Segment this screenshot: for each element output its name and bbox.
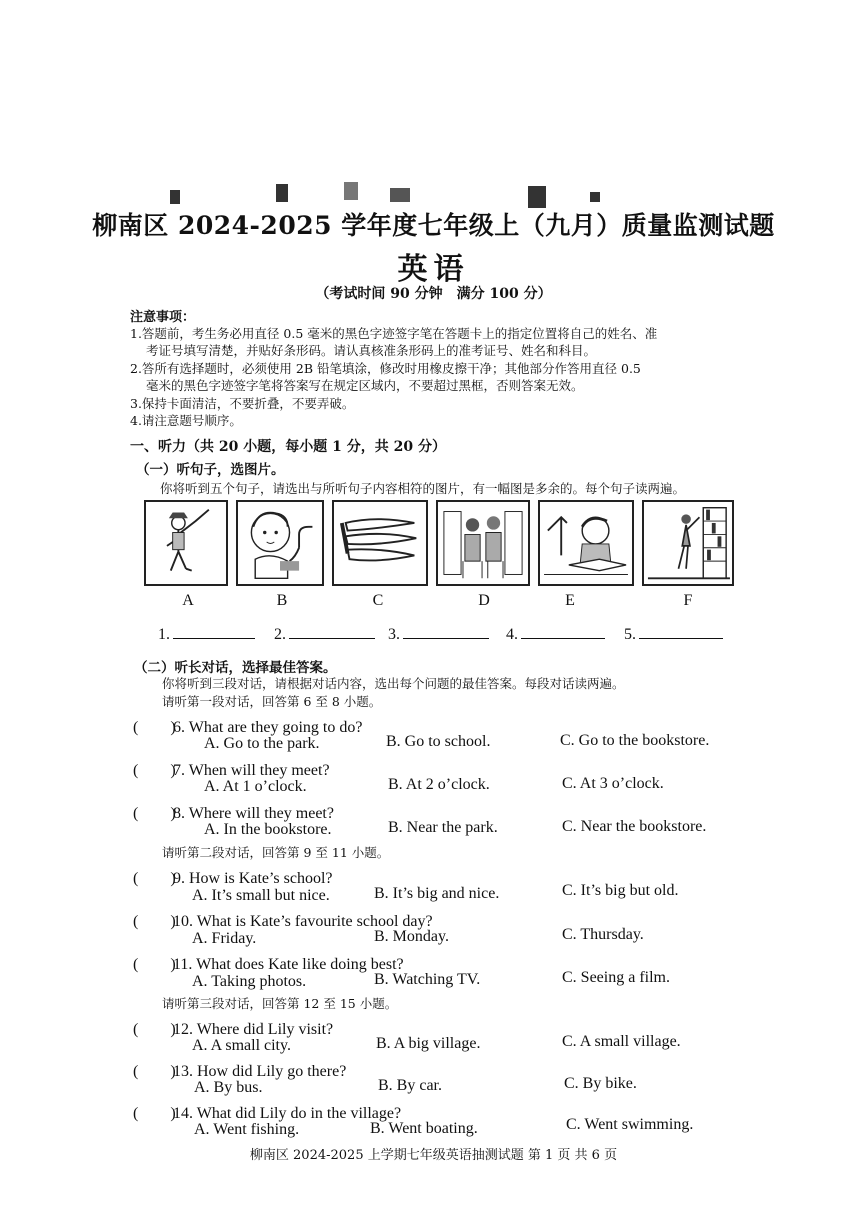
question-text: 6. What are they going to do? xyxy=(173,719,363,736)
question-6 xyxy=(133,714,362,737)
option-a: A. In the bookstore. xyxy=(204,821,332,838)
notice-item: 考证号填写清楚，并贴好条形码。请认真核准条形码上的准考证号、姓名和科目。 xyxy=(146,343,597,358)
boy-climbing-icon xyxy=(146,502,226,584)
picture-label: C xyxy=(372,592,384,609)
part2-heading: （二）听长对话，选择最佳答案。 xyxy=(134,660,337,676)
redaction-mark xyxy=(170,190,180,204)
bananas-icon xyxy=(334,502,426,584)
option-b: B. Went boating. xyxy=(370,1120,478,1137)
option-c: C. By bike. xyxy=(564,1075,637,1092)
question-9 xyxy=(133,865,333,888)
blank-line[interactable] xyxy=(173,624,255,639)
picture-label: D xyxy=(478,592,490,609)
question-7 xyxy=(133,757,330,780)
notice-item: 3.保持卡面清洁，不要折叠，不要弄破。 xyxy=(130,396,355,411)
notice-item: 2.答所有选择题时，必须使用 2B 铅笔填涂，修改时用橡皮擦干净；其他部分作答用直径 0.5 xyxy=(130,361,641,376)
picture-label: A xyxy=(182,592,194,609)
option-c: C. It’s big but old. xyxy=(562,882,679,899)
option-b: B. Go to school. xyxy=(386,733,491,750)
section-heading-listening: 一、听力（共 20 小题，每小题 1 分，共 20 分） xyxy=(130,439,446,455)
boy-washing-hands-icon xyxy=(238,502,322,584)
redaction-mark xyxy=(344,182,358,200)
picture-d xyxy=(436,500,530,586)
answer-paren[interactable]: ( ) xyxy=(133,870,176,887)
part2-instruction: 你将听到三段对话，请根据对话内容，选出每个问题的最佳答案。每段对话读两遍。 xyxy=(162,676,625,691)
notice-item: 1.答题前，考生务必用直径 0.5 毫米的黑色字迹签字笔在答题卡上的指定位置将自己的姓名、准 xyxy=(130,326,658,341)
picture-c xyxy=(332,500,428,586)
answer-paren[interactable]: ( ) xyxy=(133,719,176,736)
option-a: A. Friday. xyxy=(192,930,257,947)
answer-paren[interactable]: ( ) xyxy=(133,1021,176,1038)
picture-a xyxy=(144,500,228,586)
redaction-mark xyxy=(276,184,288,202)
picture-e xyxy=(538,500,634,586)
answer-paren[interactable]: ( ) xyxy=(133,956,176,973)
option-b: B. Watching TV. xyxy=(374,971,481,988)
option-c: C. Go to the bookstore. xyxy=(560,732,710,749)
girl-bookshelf-icon xyxy=(644,502,732,584)
dialogue-instruction-1: 请听第一段对话，回答第 6 至 8 小题。 xyxy=(162,694,382,709)
blank-number: 3. xyxy=(388,626,400,643)
answer-blank-5[interactable] xyxy=(624,624,723,644)
option-a: A. It’s small but nice. xyxy=(192,887,330,904)
option-c: C. Went swimming. xyxy=(566,1116,694,1133)
question-8 xyxy=(133,800,334,823)
option-a: A. By bus. xyxy=(194,1079,263,1096)
option-c: C. A small village. xyxy=(562,1033,681,1050)
question-text: 11. What does Kate like doing best? xyxy=(173,956,404,973)
notice-item: 毫米的黑色字迹签字笔将答案写在规定区域内，不要超过黑框，否则答案无效。 xyxy=(146,378,584,393)
option-c: C. Seeing a film. xyxy=(562,969,670,986)
part1-heading: （一）听句子，选图片。 xyxy=(136,462,285,478)
exam-subject: 英语 xyxy=(397,252,470,287)
question-14 xyxy=(133,1100,401,1123)
option-b: B. A big village. xyxy=(376,1035,481,1052)
blank-line[interactable] xyxy=(289,624,375,639)
option-a: A. Go to the park. xyxy=(204,735,320,752)
page-footer: 柳南区 2024-2025 上学期七年级英语抽测试题 第 1 页 共 6 页 xyxy=(249,1148,618,1163)
option-a: A. A small city. xyxy=(192,1037,291,1054)
answer-paren[interactable]: ( ) xyxy=(133,1063,176,1080)
picture-label: F xyxy=(683,592,693,609)
answer-paren[interactable]: ( ) xyxy=(133,913,176,930)
notice-item: 4.请注意题号顺序。 xyxy=(130,413,242,428)
answer-paren[interactable]: ( ) xyxy=(133,762,176,779)
answer-paren[interactable]: ( ) xyxy=(133,1105,176,1122)
redaction-mark xyxy=(528,186,546,208)
option-c: C. Thursday. xyxy=(562,926,644,943)
option-b: B. It’s big and nice. xyxy=(374,885,500,902)
option-a: A. At 1 o’clock. xyxy=(204,778,307,795)
question-text: 9. How is Kate’s school? xyxy=(173,870,333,887)
question-text: 14. What did Lily do in the village? xyxy=(173,1105,402,1122)
blank-line[interactable] xyxy=(403,624,489,639)
answer-blank-3[interactable] xyxy=(388,624,489,644)
notice-heading: 注意事项： xyxy=(130,310,196,325)
blank-number: 2. xyxy=(274,626,286,643)
option-b: B. At 2 o’clock. xyxy=(388,776,490,793)
picture-label: B xyxy=(276,592,288,609)
exam-time-info: （考试时间 90 分钟 满分 100 分） xyxy=(315,286,552,302)
blank-line[interactable] xyxy=(639,624,723,639)
redaction-mark xyxy=(390,188,410,202)
picture-label: E xyxy=(565,592,575,609)
option-b: B. By car. xyxy=(378,1077,442,1094)
answer-blank-2[interactable] xyxy=(274,624,375,644)
question-text: 12. Where did Lily visit? xyxy=(173,1021,334,1038)
option-b: B. Near the park. xyxy=(388,819,498,836)
bus-passengers-icon xyxy=(438,502,528,584)
blank-number: 1. xyxy=(158,626,170,643)
option-a: A. Taking photos. xyxy=(192,973,307,990)
picture-b xyxy=(236,500,324,586)
question-text: 10. What is Kate’s favourite school day? xyxy=(173,913,433,930)
boy-reading-icon xyxy=(540,502,632,584)
exam-title: 柳南区 2024-2025 学年度七年级上（九月）质量监测试题 xyxy=(92,211,775,240)
redaction-mark xyxy=(590,192,600,202)
dialogue-instruction-3: 请听第三段对话，回答第 12 至 15 小题。 xyxy=(162,996,398,1011)
question-12 xyxy=(133,1016,333,1039)
question-11 xyxy=(133,951,404,974)
answer-paren[interactable]: ( ) xyxy=(133,805,176,822)
part1-instruction: 你将听到五个句子，请选出与所听句子内容相符的图片，有一幅图是多余的。每个句子读两遍。 xyxy=(160,481,686,496)
question-text: 7. When will they meet? xyxy=(173,762,330,779)
blank-number: 4. xyxy=(506,626,518,643)
dialogue-instruction-2: 请听第二段对话，回答第 9 至 11 小题。 xyxy=(162,845,390,860)
question-text: 8. Where will they meet? xyxy=(173,805,334,822)
picture-f xyxy=(642,500,734,586)
option-c: C. At 3 o’clock. xyxy=(562,775,664,792)
option-a: A. Went fishing. xyxy=(194,1121,300,1138)
answer-blank-4[interactable] xyxy=(506,624,605,644)
question-13 xyxy=(133,1058,346,1081)
question-text: 13. How did Lily go there? xyxy=(173,1063,347,1080)
blank-number: 5. xyxy=(624,626,636,643)
blank-line[interactable] xyxy=(521,624,605,639)
option-c: C. Near the bookstore. xyxy=(562,818,707,835)
answer-blank-1[interactable] xyxy=(158,624,255,644)
option-b: B. Monday. xyxy=(374,928,449,945)
